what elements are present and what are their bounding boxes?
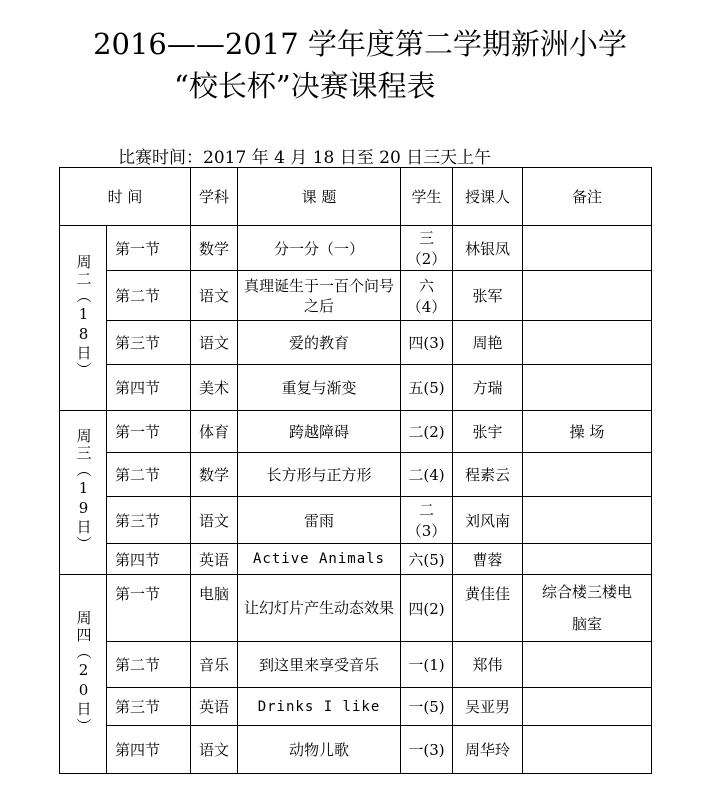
header-time: 时 间 (60, 168, 191, 226)
class-cell: 五(5) (401, 365, 453, 411)
class-cell: 三（2） (401, 226, 453, 271)
subject-cell: 体育 (191, 411, 238, 453)
topic-cell: 跨越障碍 (238, 411, 401, 453)
note-cell (523, 271, 652, 321)
table-row (60, 321, 652, 365)
teacher-cell: 黄佳佳 (453, 575, 523, 642)
header-row (60, 168, 652, 226)
topic-cell: 长方形与正方形 (238, 453, 401, 497)
note-cell (523, 453, 652, 497)
class-cell: 二(4) (401, 453, 453, 497)
topic-cell: 重复与渐变 (238, 365, 401, 411)
teacher-cell: 张宇 (453, 411, 523, 453)
day-label: 周四（20日） (60, 575, 107, 774)
period-cell: 第三节 (107, 497, 191, 544)
table-row (60, 497, 652, 544)
teacher-cell: 郑伟 (453, 642, 523, 688)
topic-cell: Active Animals (238, 544, 401, 575)
table-row (60, 365, 652, 411)
class-cell: 一(5) (401, 688, 453, 726)
period-cell: 第一节 (107, 226, 191, 271)
table-row (60, 226, 652, 271)
note-cell (523, 726, 652, 774)
class-cell: 二（3） (401, 497, 453, 544)
class-cell: 六（4） (401, 271, 453, 321)
period-cell: 第四节 (107, 726, 191, 774)
topic-cell: 分一分（一） (238, 226, 401, 271)
table-row (60, 411, 652, 453)
teacher-cell: 吴亚男 (453, 688, 523, 726)
header-students: 学生 (401, 168, 453, 226)
header-teacher: 授课人 (453, 168, 523, 226)
note-cell: 操 场 (523, 411, 652, 453)
class-cell: 二(2) (401, 411, 453, 453)
period-cell: 第二节 (107, 642, 191, 688)
period-cell: 第四节 (107, 365, 191, 411)
table-row (60, 642, 652, 688)
table-row (60, 453, 652, 497)
subject-cell: 语文 (191, 271, 238, 321)
header-note: 备注 (523, 168, 652, 226)
period-cell: 第一节 (107, 411, 191, 453)
subject-cell: 电脑 (191, 575, 238, 642)
class-cell: 一(1) (401, 642, 453, 688)
period-cell: 第二节 (107, 271, 191, 321)
subject-cell: 美术 (191, 365, 238, 411)
teacher-cell: 张军 (453, 271, 523, 321)
day-label: 周三（19日） (60, 411, 107, 575)
note-cell (523, 365, 652, 411)
period-cell: 第二节 (107, 453, 191, 497)
teacher-cell: 刘风南 (453, 497, 523, 544)
subject-cell: 语文 (191, 726, 238, 774)
teacher-cell: 曹蓉 (453, 544, 523, 575)
header-topic: 课 题 (238, 168, 401, 226)
period-cell: 第一节 (107, 575, 191, 642)
period-cell: 第三节 (107, 688, 191, 726)
period-cell: 第四节 (107, 544, 191, 575)
topic-cell: 爱的教育 (238, 321, 401, 365)
note-cell (523, 642, 652, 688)
teacher-cell: 林银凤 (453, 226, 523, 271)
teacher-cell: 方瑞 (453, 365, 523, 411)
topic-cell: 真理诞生于一百个问号之后 (238, 271, 401, 321)
page-subtitle-cup: “校长杯”决赛课程表 (174, 69, 436, 103)
topic-cell: 雷雨 (238, 497, 401, 544)
topic-cell: 动物儿歌 (238, 726, 401, 774)
class-cell: 四(3) (401, 321, 453, 365)
schedule-table (59, 167, 652, 774)
note-cell: 综合楼三楼电脑室 (523, 575, 652, 642)
table-row (60, 726, 652, 774)
class-cell: 一(3) (401, 726, 453, 774)
note-cell (523, 688, 652, 726)
teacher-cell: 程素云 (453, 453, 523, 497)
note-cell (523, 321, 652, 365)
period-cell: 第三节 (107, 321, 191, 365)
header-subject: 学科 (191, 168, 238, 226)
subject-cell: 语文 (191, 497, 238, 544)
subject-cell: 英语 (191, 688, 238, 726)
subject-cell: 英语 (191, 544, 238, 575)
topic-cell: 到这里来享受音乐 (238, 642, 401, 688)
subject-cell: 音乐 (191, 642, 238, 688)
subject-cell: 数学 (191, 453, 238, 497)
table-row (60, 688, 652, 726)
note-cell (523, 544, 652, 575)
class-cell: 六(5) (401, 544, 453, 575)
table-row (60, 271, 652, 321)
page-title: 2016——2017 学年度第二学期新洲小学 (93, 27, 627, 61)
subject-cell: 语文 (191, 321, 238, 365)
day-label: 周二（18日） (60, 226, 107, 411)
class-cell: 四(2) (401, 575, 453, 642)
teacher-cell: 周华玲 (453, 726, 523, 774)
competition-time: 比赛时间：2017 年 4 月 18 日至 20 日三天上午 (118, 148, 492, 168)
note-cell (523, 226, 652, 271)
topic-cell: Drinks I like (238, 688, 401, 726)
subject-cell: 数学 (191, 226, 238, 271)
note-cell (523, 497, 652, 544)
table-row (60, 575, 652, 642)
teacher-cell: 周艳 (453, 321, 523, 365)
topic-cell: 让幻灯片产生动态效果 (238, 575, 401, 642)
table-row (60, 544, 652, 575)
